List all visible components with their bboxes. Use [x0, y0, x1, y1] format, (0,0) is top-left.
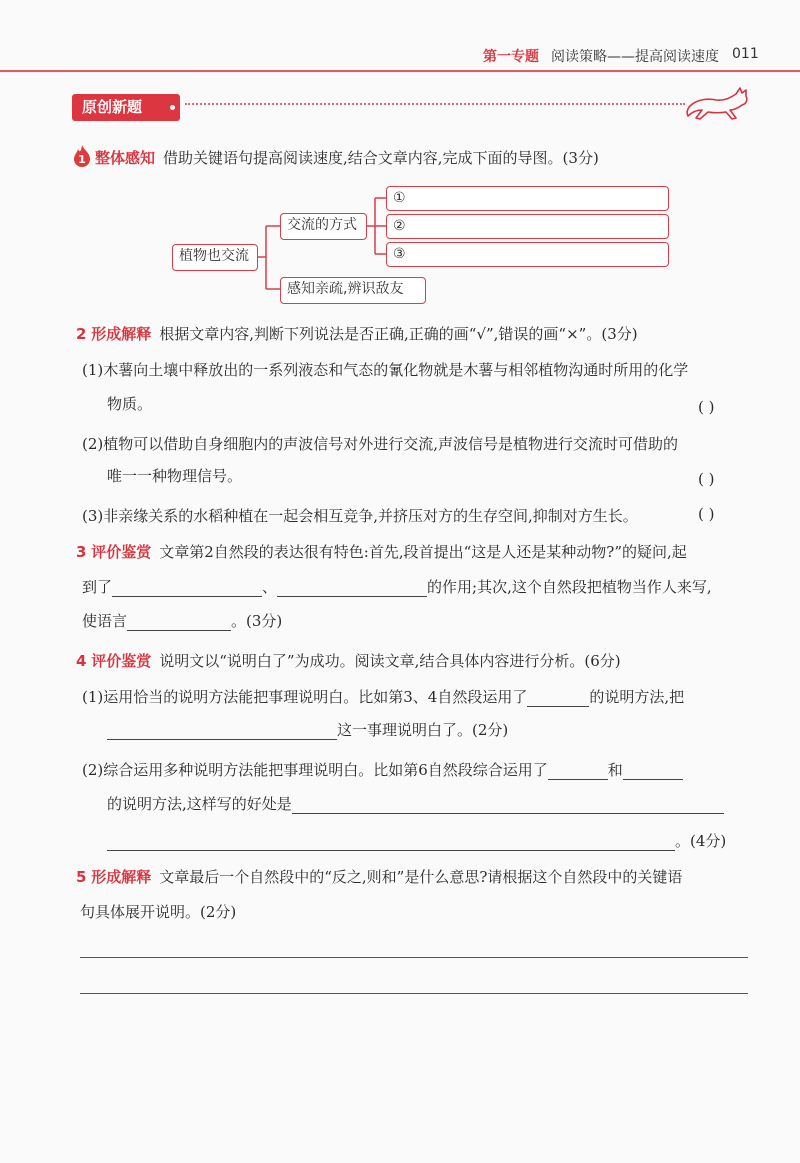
q4-sub-1-end: 这一事理说明白了。(2分): [337, 721, 509, 739]
q1-tag: 整体感知: [95, 149, 156, 167]
banner-label: 原创新题: [82, 98, 143, 116]
q4-blank-6[interactable]: [107, 850, 675, 851]
mindmap-answer-2[interactable]: ②: [386, 214, 669, 239]
q2-statement-1-cont: 物质。: [107, 395, 153, 413]
q4-sub-1-line2: [107, 719, 508, 740]
q4-number: 4: [76, 652, 87, 670]
q2-tag: 形成解释: [91, 325, 152, 343]
q4-blank-1[interactable]: [527, 706, 589, 707]
q1-text: 借助关键语句提高阅读速度,结合文章内容,完成下面的导图。(3分): [163, 149, 599, 167]
q4-blank-5[interactable]: [292, 813, 724, 814]
q4-text: 说明文以“说明白了”为成功。阅读文章,结合具体内容进行分析。(6分): [159, 652, 621, 670]
q5-prompt: [76, 866, 682, 887]
q3-line2-sep: 、: [262, 578, 278, 596]
q5-line2: 句具体展开说明。(2分): [80, 903, 237, 921]
q3-line3-start: 使语言: [82, 612, 128, 630]
q3-line3-end: 。(3分): [231, 612, 283, 630]
q2-text: 根据文章内容,判断下列说法是否正确,正确的画“√”,错误的画“×”。(3分): [159, 325, 638, 343]
q2-statement-1: (1)木薯向土壤中释放出的一系列液态和气态的氰化物就是木薯与相邻植物沟通时所用的化学: [82, 361, 689, 379]
q4-sub-2-end: 。(4分): [675, 832, 727, 850]
q2-statement-2: (2)植物可以借助自身细胞内的声波信号对外进行交流,声波信号是植物进行交流时可借助的: [82, 435, 679, 453]
q3-line2-end: 的作用;其次,这个自然段把植物当作人来写,: [427, 578, 712, 596]
q2-number: 2: [76, 325, 87, 343]
page-number: 011: [732, 46, 759, 62]
q2-statement-3: (3)非亲缘关系的水稻种植在一起会相互竞争,并挤压对方的生存空间,抑制对方生长。: [82, 507, 638, 525]
q4-sub-2-line3: [107, 830, 726, 851]
q4-sub-1-start: (1)运用恰当的说明方法能把事理说明白。比如第3、4自然段运用了: [82, 688, 528, 706]
q4-blank-2[interactable]: [107, 739, 337, 740]
q3-line2: [82, 576, 712, 597]
q5-answer-line-1[interactable]: [80, 957, 748, 958]
q3-prompt: [76, 541, 687, 562]
q4-sub-2-benefit: 的说明方法,这样写的好处是: [107, 795, 292, 813]
q2-answer-paren-1[interactable]: ( ): [698, 398, 715, 416]
q3-number: 3: [76, 543, 87, 561]
svg-text:1: 1: [78, 153, 86, 166]
mindmap-branch-kin: 感知亲疏,辨识敌友: [280, 277, 426, 304]
q4-blank-3[interactable]: [548, 779, 608, 780]
q4-sub-1-mid: 的说明方法,把: [589, 688, 685, 706]
q3-line2-start: 到了: [82, 578, 113, 596]
q2-answer-paren-2[interactable]: ( ): [698, 470, 715, 488]
q3-line1: 文章第2自然段的表达很有特色:首先,段首提出“这是人还是某种动物?”的疑问,起: [159, 543, 687, 561]
q5-line1: 文章最后一个自然段中的“反之,则和”是什么意思?请根据这个自然段中的关键语: [159, 868, 683, 886]
q4-sub-2-start: (2)综合运用多种说明方法能把事理说明白。比如第6自然段综合运用了: [82, 761, 548, 779]
q5-answer-line-2[interactable]: [80, 993, 748, 994]
q3-blank-2[interactable]: [277, 596, 427, 597]
mindmap-branch-method: 交流的方式: [280, 213, 367, 240]
mindmap-root: 植物也交流: [172, 244, 258, 271]
q3-blank-1[interactable]: [112, 596, 262, 597]
q4-tag: 评价鉴赏: [91, 652, 152, 670]
mindmap-answer-1[interactable]: ①: [386, 186, 669, 211]
header-special: 第一专题: [483, 49, 539, 65]
q4-prompt: [76, 650, 621, 671]
q4-sub-2-line2: [107, 793, 724, 814]
q2-answer-paren-3[interactable]: ( ): [698, 505, 715, 523]
mindmap-answer-3[interactable]: ③: [386, 242, 669, 267]
q4-sub-2-and: 和: [607, 761, 623, 779]
q2-prompt: [76, 323, 638, 344]
q4-sub-2: [82, 759, 683, 780]
q5-number: 5: [76, 868, 87, 886]
q4-sub-1: [82, 686, 684, 707]
q5-tag: 形成解释: [91, 868, 152, 886]
mindmap-connectors: [0, 0, 800, 320]
q3-line3: [82, 610, 282, 631]
q4-blank-4[interactable]: [623, 779, 683, 780]
q3-blank-3[interactable]: [127, 630, 231, 631]
q2-statement-2-cont: 唯一一种物理信号。: [107, 467, 243, 485]
header-title: 阅读策略——提高阅读速度: [551, 49, 719, 65]
q3-tag: 评价鉴赏: [91, 543, 152, 561]
